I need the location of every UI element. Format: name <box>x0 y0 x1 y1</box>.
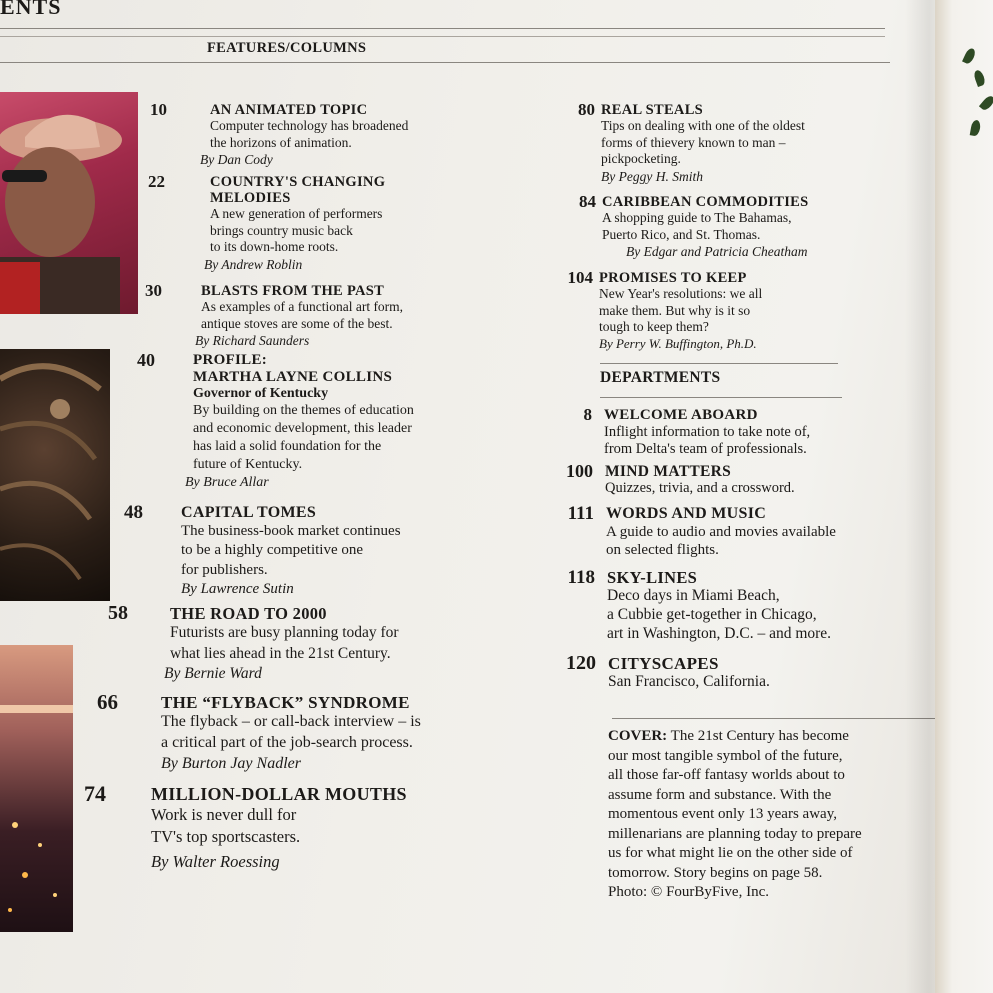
features-rule <box>0 62 890 63</box>
country-singer-photo <box>0 92 138 314</box>
page-number: 104 <box>567 268 593 287</box>
article-subtitle: Governor of Kentucky <box>193 385 329 401</box>
stove-illustration <box>0 349 110 601</box>
department-title: CITYSCAPES <box>608 654 719 673</box>
antique-stove-photo <box>0 349 110 601</box>
article-byline: By Richard Saunders <box>195 333 310 349</box>
page-number: 8 <box>583 405 592 424</box>
contents-header: ENTS <box>0 0 62 19</box>
dept-entry-cityscapes[interactable] <box>566 652 770 692</box>
article-title: CAPITAL TOMES <box>181 504 317 521</box>
dept-entry-mind-matters[interactable] <box>566 461 795 498</box>
page-number: 74 <box>84 781 106 806</box>
cover-label: COVER: <box>608 728 668 744</box>
article-byline: By Bernie Ward <box>164 664 262 682</box>
page-number: 22 <box>148 172 165 191</box>
cover-caption: COVER: The 21st Century has become our most tangible symbol of the future, all those far-off fantasy worlds about to assume form and substance. With the momentous event only 13 years away, millenarians are planning today to prepare us for what might lie on the other side of tomorrow. Story begins on page 58. Photo: © FourByFive, Inc. <box>608 727 862 903</box>
department-title: WELCOME ABOARD <box>604 407 758 423</box>
toc-entry-animated-topic[interactable] <box>150 100 409 169</box>
article-title: AN ANIMATED TOPIC <box>210 102 368 118</box>
article-description: New Year's resolutions: we all make them. But why is it so tough to keep them? <box>599 286 763 335</box>
city-illustration <box>0 645 73 932</box>
futuristic-city-photo <box>0 645 73 932</box>
toc-entry-profile-collins[interactable] <box>137 350 414 493</box>
departments-rule-top <box>600 363 838 364</box>
dept-entry-words-and-music[interactable] <box>567 503 836 560</box>
adjacent-page-edge <box>935 0 993 993</box>
article-title: PROFILE: MARTHA LAYNE COLLINS <box>193 352 393 385</box>
toc-entry-road-2000[interactable] <box>108 602 399 684</box>
page-number: 10 <box>150 100 167 119</box>
department-title: WORDS AND MUSIC <box>606 505 767 522</box>
plant-leaf-icon <box>979 94 993 112</box>
dept-entry-welcome-aboard[interactable] <box>583 405 811 459</box>
toc-entry-promises-to-keep[interactable] <box>567 268 763 353</box>
page-number: 30 <box>145 281 162 300</box>
dept-entry-sky-lines[interactable] <box>567 567 832 644</box>
article-title: MILLION-DOLLAR MOUTHS <box>151 784 407 804</box>
department-description: San Francisco, California. <box>608 673 770 691</box>
article-title: THE ROAD TO 2000 <box>170 604 327 623</box>
article-description: Work is never dull for TV's top sportscasters. <box>151 805 301 846</box>
page-number: 58 <box>108 602 128 624</box>
department-description: A guide to audio and movies available on selected flights. <box>606 523 836 559</box>
plant-leaf-icon <box>970 119 982 136</box>
article-title: THE “FLYBACK” SYNDROME <box>161 693 410 712</box>
article-description: The flyback – or call-back interview – is a critical part of the job-search process. <box>161 713 421 751</box>
article-byline: By Lawrence Sutin <box>181 581 294 598</box>
article-description: Tips on dealing with one of the oldest forms of thievery known to man – pickpocketing. <box>601 118 805 167</box>
page-number: 84 <box>579 192 596 211</box>
page-number: 48 <box>124 502 143 523</box>
department-description: Deco days in Miami Beach, a Cubbie get-together in Chicago, art in Washington, D.C. – and more. <box>607 587 832 643</box>
page-number: 66 <box>97 690 118 714</box>
article-byline: By Andrew Roblin <box>204 256 303 272</box>
article-byline: By Bruce Allar <box>185 475 269 491</box>
toc-entry-capital-tomes[interactable] <box>124 502 401 600</box>
article-byline: By Burton Jay Nadler <box>161 754 301 772</box>
article-title: BLASTS FROM THE PAST <box>201 283 385 299</box>
article-description: A shopping guide to The Bahamas, Puerto Rico, and St. Thomas. <box>602 210 792 242</box>
section-rule-top <box>0 36 885 37</box>
article-byline: By Peggy H. Smith <box>601 168 703 184</box>
departments-heading: DEPARTMENTS <box>600 369 721 386</box>
plant-leaf-icon <box>962 47 977 65</box>
toc-entry-blasts-past[interactable] <box>145 281 404 350</box>
departments-rule-bottom <box>600 397 842 398</box>
page-number: 120 <box>566 652 596 674</box>
page-gutter-shadow <box>905 0 935 993</box>
department-title: SKY-LINES <box>607 568 698 587</box>
department-title: MIND MATTERS <box>605 463 732 480</box>
singer-illustration <box>0 92 138 314</box>
plant-leaf-icon <box>973 69 987 87</box>
page-number: 100 <box>566 461 593 481</box>
toc-entry-real-steals[interactable] <box>578 100 805 185</box>
article-description: A new generation of performers brings country music back to its down-home roots. <box>210 206 383 255</box>
photo-credit: Photo: © FourByFive, Inc. <box>608 884 769 900</box>
page-number: 40 <box>137 350 155 370</box>
article-description: The business-book market continues to be a highly competitive one for publishers. <box>181 522 401 578</box>
department-description: Quizzes, trivia, and a crossword. <box>605 480 795 497</box>
toc-entry-flyback-syndrome[interactable] <box>97 690 421 774</box>
article-title: REAL STEALS <box>601 102 704 118</box>
toc-entry-million-dollar-mouths[interactable] <box>84 781 407 872</box>
article-description: By building on the themes of education and economic development, this leader has laid a solid foundation for the future of Kentucky. <box>193 402 414 473</box>
toc-entry-caribbean-commodities[interactable] <box>579 192 809 261</box>
article-byline: By Perry W. Buffington, Ph.D. <box>599 335 757 351</box>
toc-entry-country-melodies[interactable] <box>148 172 386 273</box>
article-title: CARIBBEAN COMMODITIES <box>602 194 809 210</box>
article-title: PROMISES TO KEEP <box>599 270 747 286</box>
article-description: Computer technology has broadened the horizons of animation. <box>210 118 409 150</box>
page-number: 118 <box>567 567 595 588</box>
features-columns-heading: FEATURES/COLUMNS <box>207 40 367 56</box>
article-byline: By Dan Cody <box>200 152 273 168</box>
header-rule <box>0 28 885 29</box>
cover-rule <box>612 718 935 719</box>
page-number: 80 <box>578 100 595 119</box>
article-description: Futurists are busy planning today for what lies ahead in the 21st Century. <box>170 624 399 662</box>
article-title: COUNTRY'S CHANGING MELODIES <box>210 174 386 207</box>
article-description: As examples of a functional art form, antique stoves are some of the best. <box>201 299 404 331</box>
article-byline: By Edgar and Patricia Cheatham <box>626 244 808 260</box>
page-number: 111 <box>567 503 594 524</box>
department-description: Inflight information to take note of, from Delta's team of professionals. <box>604 423 811 458</box>
article-byline: By Walter Roessing <box>151 852 280 872</box>
